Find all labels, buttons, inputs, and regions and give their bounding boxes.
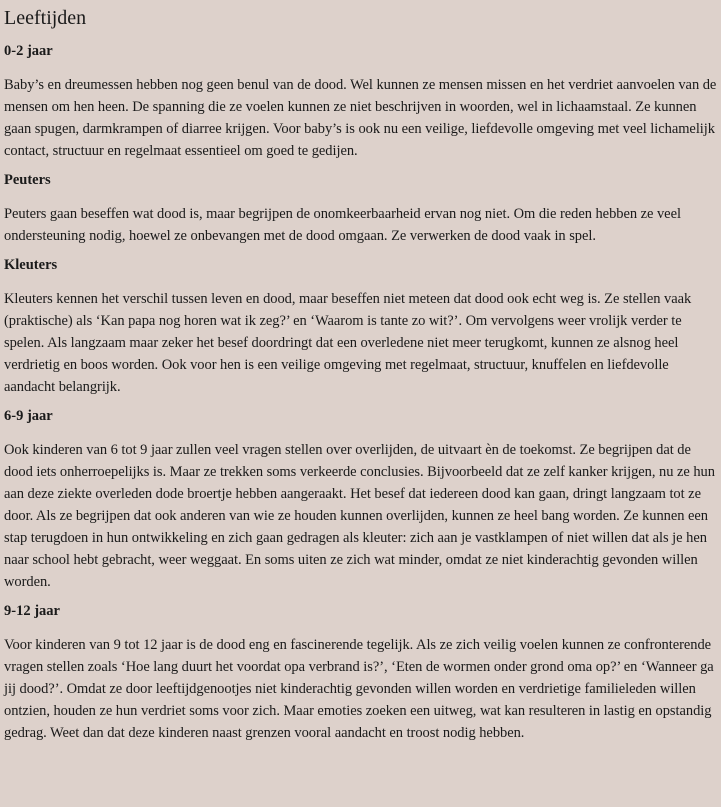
page-title: Leeftijden	[4, 7, 87, 29]
section-heading-0-2-jaar: 0-2 jaar	[4, 43, 53, 59]
section-heading-peuters: Peuters	[4, 172, 51, 188]
section-text-9-12-jaar: Voor kinderen van 9 tot 12 jaar is de dood eng en fascinerende tegelijk. Als ze zich veilig voelen kunnen ze confronterende vragen stellen zoals ‘Hoe lang duurt het voordat opa verbrand is?’, ‘Eten de wormen onder grond oma op?’ en ‘Wanneer ga jij dood?’. Omdat ze door leeftijdgenootjes niet kinderachtig gevonden willen worden en verdrietige familieleden willen ontzien, houden ze hun verdriet soms voor zich. Maar emoties zoeken een uitweg, wat kan resulteren in lastig en opstandig gedrag. Weet dan dat deze kinderen naast grenzen vooral aandacht en troost nodig hebben.	[4, 637, 714, 741]
section-text-peuters: Peuters gaan beseffen wat dood is, maar begrijpen de onomkeerbaarheid ervan nog niet. Om die reden hebben ze veel ondersteuning nodig, hoewel ze onbevangen met de dood omgaan. Ze verwerken de dood vaak in spel.	[4, 206, 681, 244]
section-heading-kleuters: Kleuters	[4, 257, 58, 273]
section-heading-9-12-jaar: 9-12 jaar	[4, 603, 60, 619]
section-text-6-9-jaar: Ook kinderen van 6 tot 9 jaar zullen veel vragen stellen over overlijden, de uitvaart èn de toekomst. Ze begrijpen dat de dood iets onherroepelijks is. Maar ze trekken soms verkeerde conclusies. Bijvoorbeeld dat ze zelf kanker krijgen, nu ze hun aan deze ziekte overleden dode broertje hebben aangeraakt. Het besef dat iedereen dood kan gaan, dringt langzaam tot ze door. Als ze begrijpen dat ook anderen van wie ze houden kunnen overlijden, kunnen ze heel bang worden. Ze kunnen een stap terugdoen in hun ontwikkeling en zich gaan gedragen als kleuter: zich aan je vastklampen of niet willen dat als je hen naar school hebt gebracht, weer weggaat. En soms uiten ze zich wat minder, omdat ze niet kinderachtig gevonden willen worden.	[4, 442, 715, 590]
section-heading-6-9-jaar: 6-9 jaar	[4, 408, 53, 424]
section-text-0-2-jaar: Baby’s en dreumessen hebben nog geen benul van de dood. Wel kunnen ze mensen missen en het verdriet aanvoelen van de mensen om hen heen. De spanning die ze voelen kunnen ze niet beschrijven in woorden, wel in lichaamstaal. Ze kunnen gaan spugen, darmkrampen of diarree krijgen. Voor baby’s is ook nu een veilige, liefdevolle omgeving met veel lichamelijk contact, structuur en regelmaat essentieel om goed te gedijen.	[4, 77, 717, 159]
section-text-kleuters: Kleuters kennen het verschil tussen leven en dood, maar beseffen niet meteen dat dood ook echt weg is. Ze stellen vaak (praktische) als ‘Kan papa nog horen wat ik zeg?’ en ‘Waarom is tante zo wit?’. Om vervolgens weer vrolijk verder te spelen. Als langzaam maar zeker het besef doordringt dat een overledene niet meer terugkomt, kunnen ze alsnog heel verdrietig en boos worden. Ook voor hen is een veilige omgeving met regelmaat, structuur, knuffelen en liefdevolle aandacht belangrijk.	[4, 291, 692, 395]
